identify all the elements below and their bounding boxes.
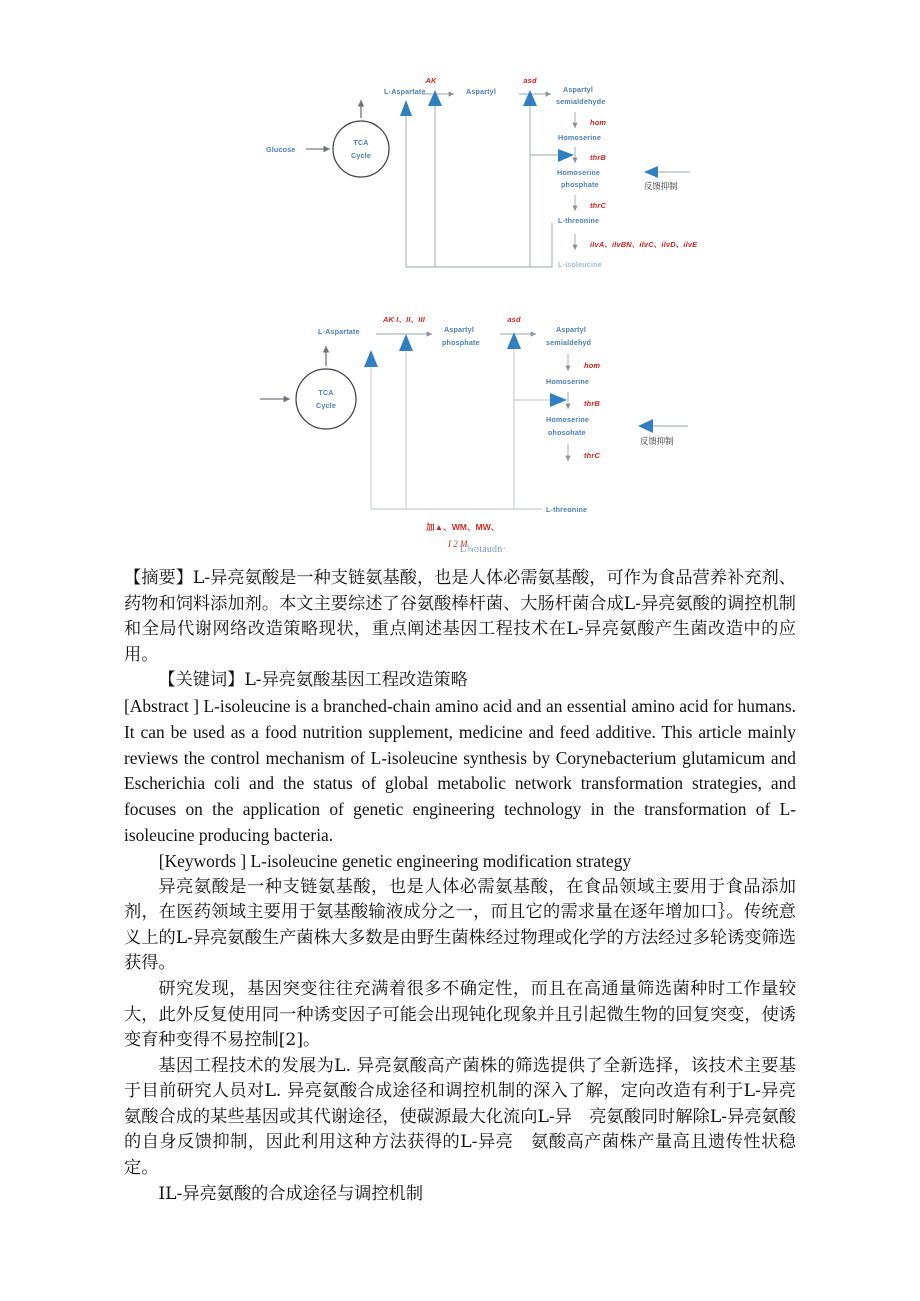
- node-tca2-line2: Cycle: [316, 401, 336, 410]
- node-l-isoleucine: L-isoleucine: [558, 260, 602, 269]
- gene-ak: AK: [425, 76, 437, 85]
- figure-caption: L¾otaudn·: [460, 544, 506, 555]
- feedback-inhibition-label-1: 反馈抑制: [644, 181, 678, 191]
- keywords-cn: 【关键词】L-异亮氨酸基因工程改造策略: [158, 670, 468, 691]
- node-aspartyl-semialdehyde-2: semialdehyde: [556, 97, 606, 106]
- red-annotation-line1: 加▲、WM、MW、: [426, 522, 500, 532]
- feedback-triangle-2-3: [507, 332, 521, 349]
- feedback-triangle-1: [400, 100, 412, 116]
- node-aspartyl-semialdehyd-2: semialdehyd: [546, 338, 592, 347]
- node-aspartyl-semialdehyde-1: Aspartyl: [563, 85, 593, 94]
- node-homoserine-phosphate-2-2: ohosohate: [548, 428, 586, 437]
- gene-hom-2: hom: [584, 361, 601, 370]
- pathway-diagram-engineered: [258, 304, 708, 564]
- feedback-triangle-2-1: [364, 350, 378, 367]
- gene-thrc-2: thrC: [584, 451, 600, 460]
- abstract-en: [Abstract ] L-isoleucine is a branched-chain amino acid and an essential amino acid for humans. It can be used as a food nutrition supplement, medicine and feed additive. This article mainly reviews the control mechanism of L-isoleucine synthesis by Corynebacterium glutamicum and Escherichia coli and the status of global metabolic network transformation strategies, and focuses on the application of genetic engineering technology in the transformation of L-isoleucine producing bacteria.: [124, 695, 796, 845]
- gene-thrc: thrC: [590, 201, 606, 210]
- node-tca-line2: Cycle: [351, 151, 371, 160]
- node-glucose: Glucose: [266, 145, 296, 154]
- gene-ilv-chain: ilvA、ilvBN、ilvC、ilvD、ilvE: [590, 240, 698, 249]
- gene-asd-2: asd: [507, 315, 521, 324]
- paragraph-1: 异亮氨酸是一种支链氨基酸，也是人体必需氨基酸，在食品领域主要用于食品添加剂，在医药领域主要用于氨基酸输液成分之一，而且它的需求量在逐年增加口｝。传统意义上的L-异亮氨酸生产菌株大多数是由野生菌株经过物理或化学的方法经过多轮诱变筛选获得。: [124, 876, 796, 974]
- node-homoserine: Homoserine: [558, 133, 602, 142]
- node-aspartyl-phosphate-1: Aspartyl: [444, 325, 474, 334]
- node-aspartyl: Aspartyl: [466, 87, 496, 96]
- feedback-triangle-3: [523, 90, 537, 106]
- node-l-aspartate-2: L-Aspartate: [318, 327, 360, 336]
- feedback-arrow-legend-2: [638, 419, 653, 433]
- tca-cycle-circle: [333, 121, 389, 177]
- node-homoserine-phosphate-2-1: Homoserine: [546, 415, 590, 424]
- node-aspartyl-phosphate-2: phosphate: [442, 338, 480, 347]
- feedback-arrow-legend-1: [644, 166, 658, 178]
- gene-asd: asd: [523, 76, 537, 85]
- pathway-diagram-wildtype: [258, 76, 708, 312]
- feedback-triangle-2-2: [399, 334, 413, 351]
- pathway-figure: [258, 76, 708, 564]
- feedback-triangle-2-thrb: [550, 393, 567, 407]
- node-homoserine-2: Homoserine: [546, 377, 590, 386]
- paragraph-2: 研究发现，基因突变往往充满着很多不确定性，而且在高通量筛选菌种时工作量较大，此外反复使用同一种诱变因子可能会出现钝化现象并且引起微生物的回复突变，使诱变育种变得不易控制[2]。: [124, 978, 796, 1051]
- node-l-threonine: L-threonine: [558, 216, 600, 225]
- gene-thrb: thrB: [590, 153, 606, 162]
- gene-hom: hom: [590, 118, 607, 127]
- section-heading-1: IL-异亮氨酸的合成途径与调控机制: [158, 1183, 424, 1204]
- node-tca-line1: TCA: [353, 138, 369, 147]
- gene-ak-isozymes: AK I、II、III: [382, 315, 426, 324]
- node-homoserine-phosphate-2: phosphate: [561, 180, 599, 189]
- tca-cycle-circle-2: [296, 369, 356, 429]
- node-homoserine-phosphate-1: Homoserine: [557, 168, 601, 177]
- node-aspartyl-semialdehyd-1: Aspartyl: [556, 325, 586, 334]
- abstract-cn: 【摘要】L-异亮氨酸是一种支链氨基酸，也是人体必需氨基酸，可作为食品营养补充剂、药物和饲料添加剂。本文主要综述了谷氨酸棒杆菌、大肠杆菌合成L-异亮氨酸的调控机制和全局代谢网络改造策略现状，重点阐述基因工程技术在L-异亮氨酸产生菌改造中的应用。: [124, 568, 796, 665]
- node-l-threonine-2: L-threonine: [546, 505, 588, 514]
- article-body: [124, 566, 796, 1207]
- feedback-triangle-2: [428, 90, 442, 106]
- red-annotation-line2: I 2 M: [448, 539, 468, 549]
- keywords-en: [Keywords ] L-isoleucine genetic engineering modification strategy: [158, 850, 632, 871]
- gene-thrb-2: thrB: [584, 399, 600, 408]
- paragraph-3: 基因工程技术的发展为L. 异亮氨酸高产菌株的筛选提供了全新选择，该技术主要基于目前研究人员对L. 异亮氨酸合成途径和调控机制的深入了解，定向改造有利于L-异亮氨酸合成的某些基因或其代谢途径，使碳源最大化流向L-异 亮氨酸同时解除L-异亮氨酸的自身反馈抑制，因此利用这种方法获得的L-异亮 氨酸高产菌株产量高且遗传性状稳定。: [124, 1055, 796, 1179]
- feedback-inhibition-label-2: 反馈抑制: [640, 436, 674, 446]
- node-l-aspartate: L-Aspartate: [384, 87, 426, 96]
- feedback-triangle-thrb: [558, 149, 574, 162]
- node-tca2-line1: TCA: [318, 388, 334, 397]
